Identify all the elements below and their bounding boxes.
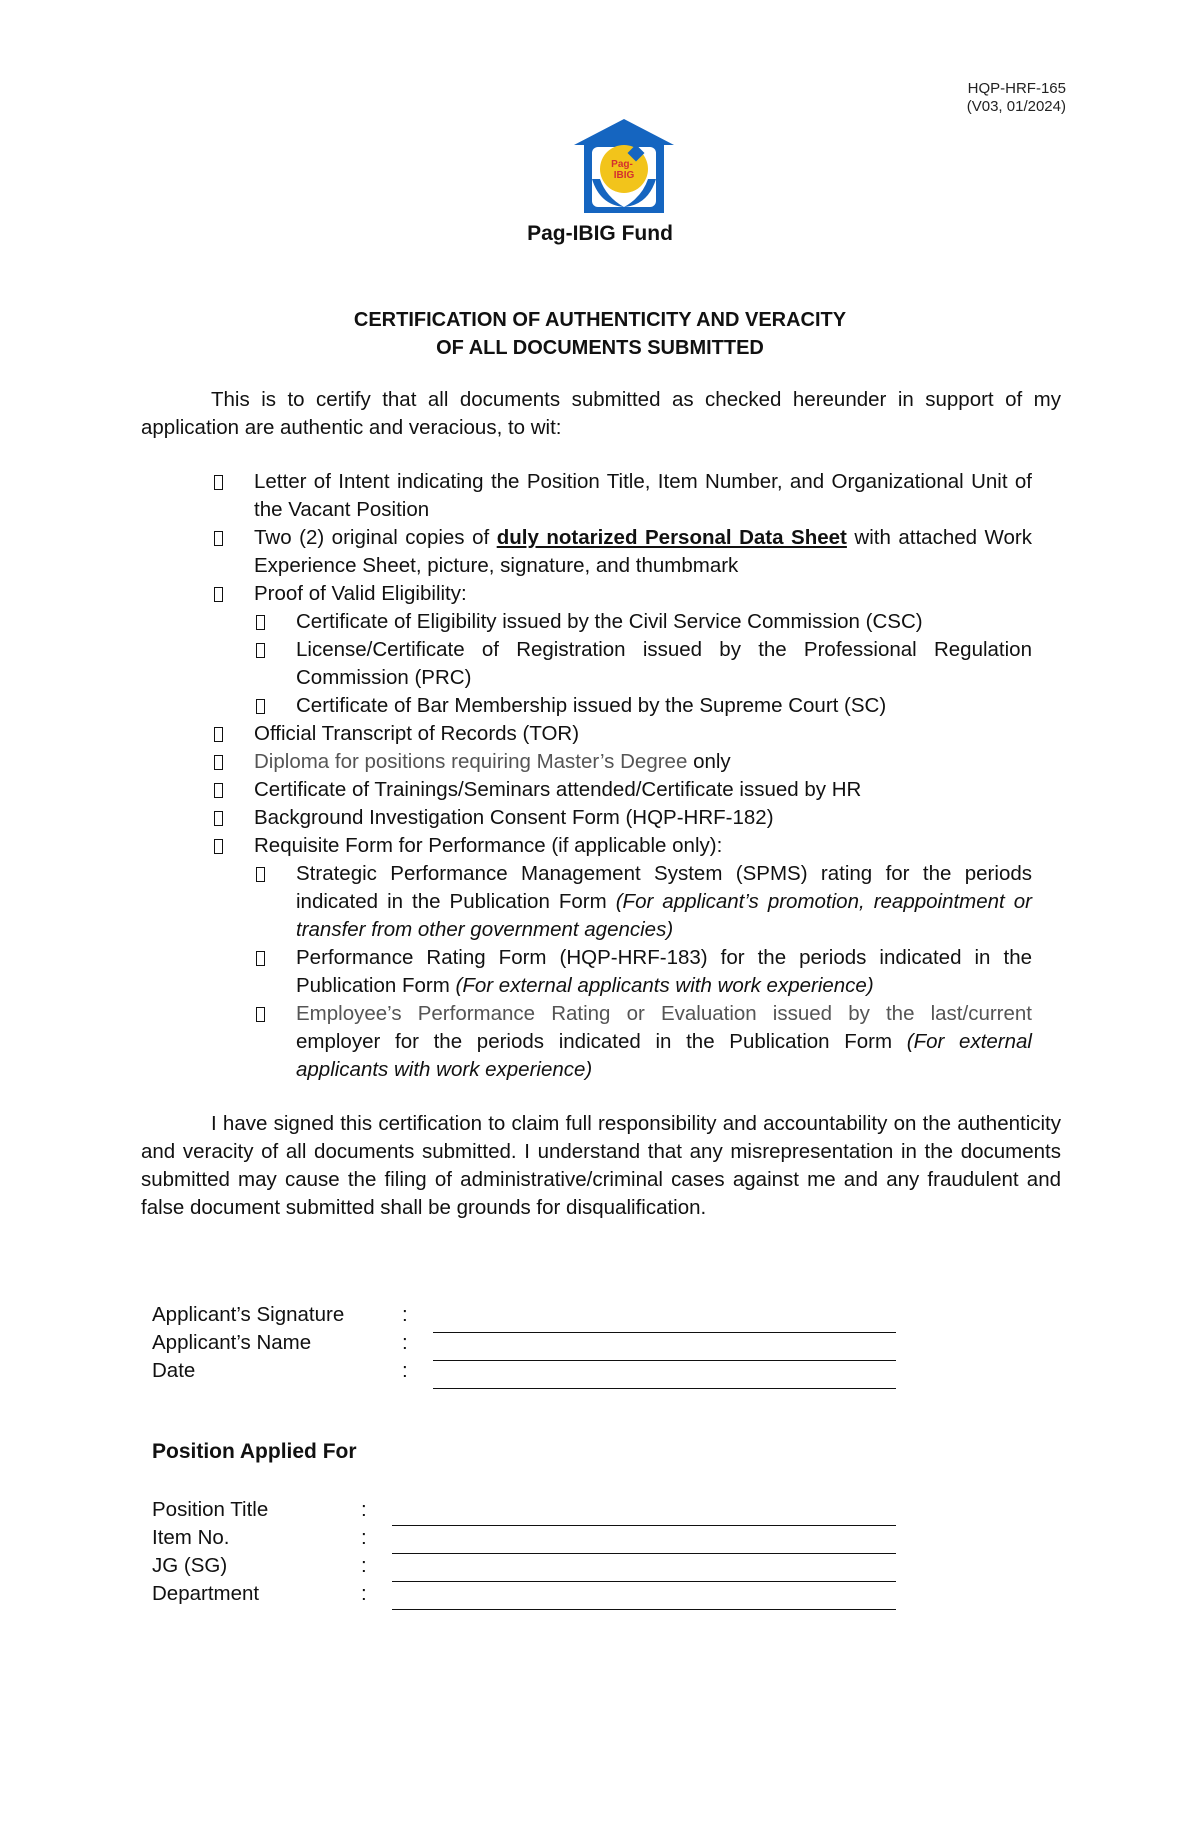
checklist-item-trainings [210,776,1032,804]
checklist-item-pds [210,524,1032,580]
item-text: Certificate of Trainings/Seminars attended/Certificate issued by HR [254,778,862,801]
checklist-subitem-employee-rating [252,1000,1032,1084]
title-line-2: OF ALL DOCUMENTS SUBMITTED [436,337,764,359]
position-section-heading: Position Applied For [152,1440,357,1463]
item-text: Letter of Intent indicating the Position Title, Item Number, and Organizational Unit of the Vacant Position [254,470,1032,521]
department-label: Department [152,1582,260,1605]
jg-colon: : [361,1554,367,1577]
item-text: Diploma for positions requiring Master’s Degree [254,750,688,773]
signature-label: Applicant’s Signature [152,1303,345,1326]
checklist-item-letter-of-intent [210,468,1032,524]
title-line-1: CERTIFICATION OF AUTHENTICITY AND VERACITY [353,309,847,331]
name-field[interactable] [433,1360,896,1361]
item-text: Strategic Performance Management System (SPMS) rating for the periods indicated in the Publication Form [296,862,1032,913]
form-code: HQP-HRF-165 [967,80,1066,97]
item-text: Requisite Form for Performance (if applicable only): [254,834,723,857]
date-label: Date [152,1359,196,1382]
checkbox[interactable] [214,811,223,826]
position-title-field[interactable] [392,1525,896,1526]
checklist-item-eligibility [210,580,1032,608]
item-text: Background Investigation Consent Form (HQP-HRF-182) [254,806,774,829]
checkbox[interactable] [214,587,223,602]
checklist-item-diploma [210,748,1032,776]
item-text: Certificate of Bar Membership issued by the Supreme Court (SC) [296,694,887,717]
department-field[interactable] [392,1609,896,1610]
item-no-colon: : [361,1526,367,1549]
item-no-field[interactable] [392,1553,896,1554]
checklist-subitem-spms [252,860,1032,944]
checklist-item-tor [210,720,1032,748]
item-note: (For external applicants with work experience) [296,1030,1032,1081]
signature-field[interactable] [433,1332,896,1333]
document-title [0,306,1200,362]
item-text: only [693,750,731,773]
checklist-item-background-investigation [210,804,1032,832]
checkbox[interactable] [214,783,223,798]
checklist-subitem-performance-rating-form [252,944,1032,1000]
item-note: (For applicant’s promotion, reappointment or transfer from other government agencies) [296,890,1032,941]
checkbox[interactable] [214,755,223,770]
checklist-subitem-bar [252,692,1032,720]
form-version: (V03, 01/2024) [966,98,1066,115]
checklist-subitem-csc [252,608,1032,636]
jg-field[interactable] [392,1581,896,1582]
item-text: with attached Work Experience Sheet, picture, signature, and thumbmark [254,526,1033,577]
name-colon: : [402,1331,408,1354]
item-text: Certificate of Eligibility issued by the Civil Service Commission (CSC) [296,610,923,633]
signature-colon: : [402,1303,408,1326]
checklist-item-performance [210,832,1032,860]
date-field[interactable] [433,1388,896,1389]
form-code-block [967,80,1066,116]
checkbox[interactable] [256,951,265,966]
position-title-label: Position Title [152,1498,269,1521]
document-checklist [210,468,1032,1084]
item-text: Employee’s Performance Rating or Evaluation issued by the last/current [296,1002,1032,1025]
item-text: License/Certificate of Registration issued by the Professional Regulation Commission (PRC) [296,638,1032,689]
closing-paragraph: I have signed this certification to claim full responsibility and accountability on the authenticity and veracity of all documents submitted. I understand that any misrepresentation in the documents submitted may cause the filing of administrative/criminal cases against me and any fraudulent and false document submitted shall be grounds for disqualification. [141,1112,1061,1219]
intro-paragraph: This is to certify that all documents submitted as checked hereunder in support of my application are authentic and veracious, to wit: [141,388,1061,439]
item-no-label: Item No. [152,1526,230,1549]
org-name: Pag-IBIG Fund [527,222,673,245]
checkbox[interactable] [256,867,265,882]
checkbox[interactable] [256,643,265,658]
name-label: Applicant’s Name [152,1331,312,1354]
department-colon: : [361,1582,367,1605]
checkbox[interactable] [256,699,265,714]
logo-text-line2: IBIG [613,170,635,181]
checkbox[interactable] [214,727,223,742]
item-text: Two (2) original copies of [254,526,490,549]
checkbox[interactable] [256,1007,265,1022]
checkbox[interactable] [214,839,223,854]
jg-label: JG (SG) [152,1554,228,1577]
date-colon: : [402,1359,408,1382]
checklist-subitem-prc [252,636,1032,692]
position-title-colon: : [361,1498,367,1521]
item-text: Proof of Valid Eligibility: [254,582,467,605]
item-text: Official Transcript of Records (TOR) [254,722,580,745]
checkbox[interactable] [214,531,223,546]
checkbox[interactable] [256,615,265,630]
item-text: Performance Rating Form (HQP-HRF-183) for the periods indicated in the Publication Form [296,946,1032,997]
item-note: (For external applicants with work experience) [455,974,874,997]
pag-ibig-logo [570,117,678,217]
logo-text-line1: Pag- [611,159,633,170]
item-text: employer for the periods indicated in the Publication Form [296,1030,893,1053]
item-emphasis: duly notarized Personal Data Sheet [496,526,847,549]
checkbox[interactable] [214,475,223,490]
